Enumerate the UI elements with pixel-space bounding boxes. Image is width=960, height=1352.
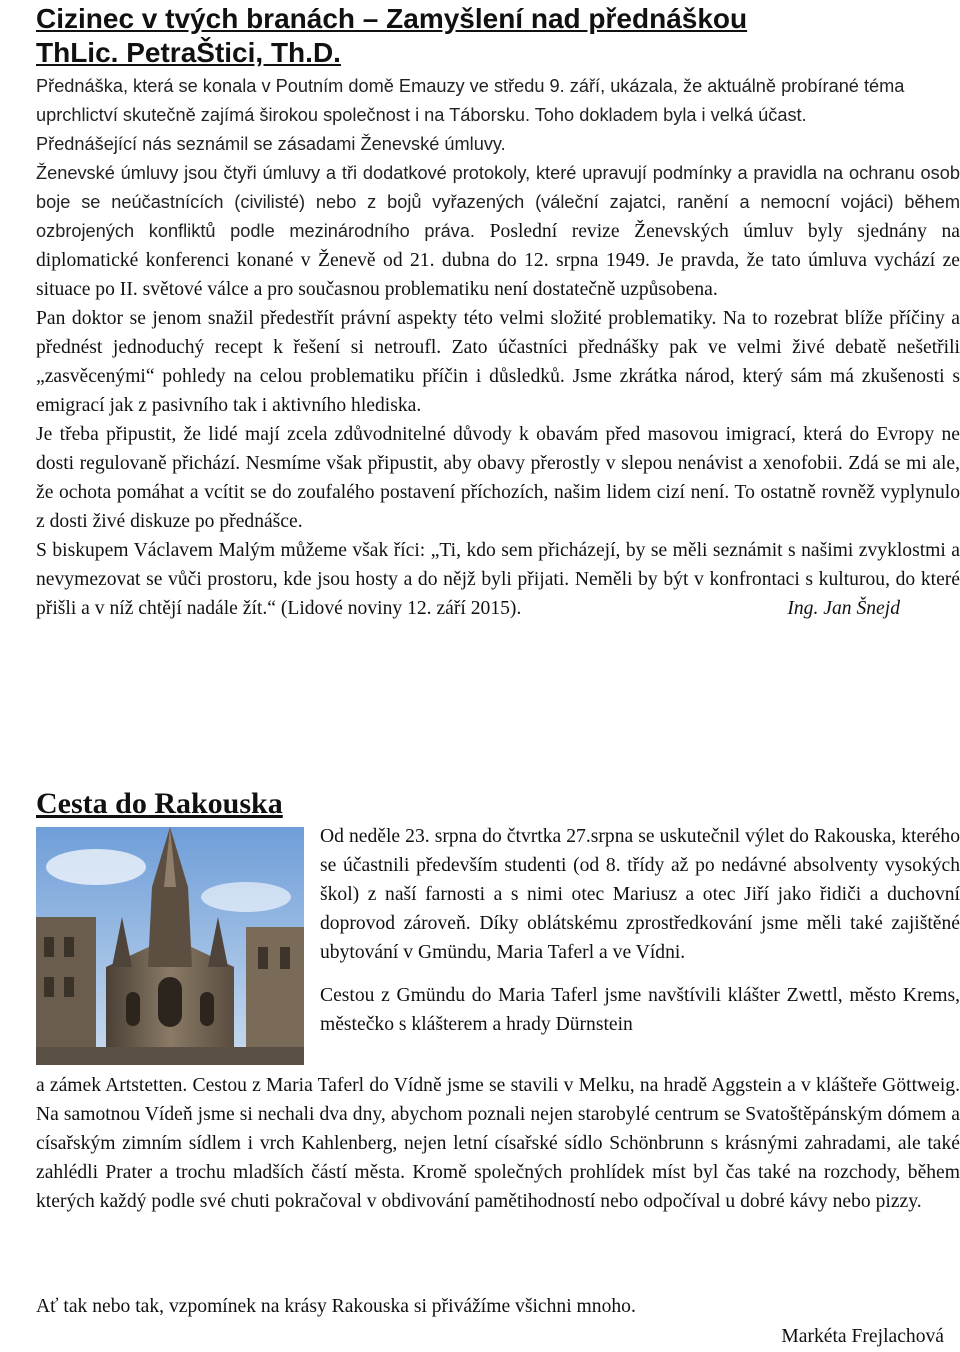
geneva-revision: Poslední revize Ženevských úmluv byly sjednány na diplomatické konferenci konané v Ženevě od 21. dubna do 12. srpna 1949. Je pravda, že tato úmluva vychází ze situace po II. světové válce a pro současnou problematiku není dostatečně uzpůsobena. [36,221,960,300]
page [36,0,960,1347]
article2-title: Cesta do Rakouska [36,787,283,820]
article2-closing [36,1292,960,1321]
stephansdom-image [36,827,304,1065]
title-line-2: ThLic. PetraŠtici, Th.D. [36,37,341,68]
lecture-summary: Přednášející nás seznámil se zásadami Ženevské úmluvy. [36,134,506,154]
cathedral-photo [36,827,304,1065]
bishop-quote-paragraph [36,536,960,623]
trip-route-start: Cestou z Gmündu do Maria Taferl jsme navštívili klášter Zwettl, město Krems, městečko s klášterem a hrady Dürnstein [320,985,960,1035]
article-title [36,0,960,70]
intro-paragraph: Přednáška, která se konala v Poutním domě Emauzy ve středu 9. září, ukázala, že aktuálně probírané téma uprchlictví skutečně zajímá širokou společnost i na Táborsku. Toho dokladem byla i velká účast. [36,76,905,125]
closing-sentence: Ať tak nebo tak, vzpomínek na krásy Rakouska si přivážíme všichni mnoho. [36,1296,636,1317]
article2-author: Markéta Frejlachová [781,1326,944,1347]
trip-intro-paragraph: Od neděle 23. srpna do čtvrtka 27.srpna se uskutečnil výlet do Rakouska, kterého se účastnili především studenti (od 8. třídy až po nedávné absolventy vysokých škol) z naší farnosti a s nimi otec Mariusz a otec Jiří jako řidiči a duchovní doprovod zároveň. Díky oblátskému zprostředkování jsme měli také zajištěné ubytování v Gmündu, Maria Taferl a ve Vídni. [320,826,960,963]
doctor-paragraph: Pan doktor se jenom snažil předestřít právní aspekty této velmi složité problematiky. Na to rozebrat blíže příčiny a přednést jednoduchý recept k řešení si netroufl. Zato účastníci přednášky pak ve velmi živé debatě nešetřili „zasvěcenými“ pohledy na celou problematiku příčin i důsledků. Jsme zkrátka národ, který sám má zkušenosti s emigrací jak z pasivního tak i aktivního hlediska. [36,308,960,416]
article2-intro [320,822,960,1039]
author-signature: Ing. Jan Šnejd [787,598,900,619]
geneva-paragraph [36,159,960,304]
bishop-quote: S biskupem Václavem Malým můžeme však říci: „Ti, kdo sem přicházejí, by se měli seznámit s našimi zvyklostmi a nevymezovat se vůči prostoru, kde jsou hosty a do nějž byli přijati. Neměli by být v konfrontaci s kulturou, do které přišli a v níž chtějí nadále žít.“ (Lidové noviny 12. září 2015). [36,540,960,619]
immigration-paragraph: Je třeba připustit, že lidé mají zcela zdůvodnitelné důvody k obavám před masovou imigrací, která do Evropy ne dosti regulovaně přichází. Nesmíme však připustit, aby obavy přerostly v slepou nenávist a xenofobii. Zdá se mi ale, že ochota pomáhat a vcítit se do zoufalého postavení příchozích, našim lidem cizí není. To ostatně rovněž vyplynulo z dosti živé diskuze po přednášce. [36,424,960,532]
geneva-definition: Ženevské úmluvy jsou čtyři úmluvy a tři dodatkové protokoly, které upravují podmínky a pravidla na ochranu osob boje se neúčastnících (civilisté) nebo z bojů vyřazených (váleční zajatci, ranění a nemocní vojáci) během ozbrojených konfliktů podle mezinárodního práva. [36,163,960,241]
trip-route-continued: a zámek Artstetten. Cestou z Maria Taferl do Vídně jsme se stavili v Melku, na hradě Aggstein a v klášteře Göttweig. Na samotnou Vídeň jsme si nechali dva dny, abychom poznali nejen starobylé centrum se Svatoštěpánským dómem a císařským zimním sídlem i vrch Kahlenberg, nejen letní císařské sídlo Schönbrunn s krásnými zahradami, ale také zahlédli Prater a trochu mladších částí města. Kromě společných prohlídek míst byl čas také na rozchody, během kterých každý podle své chuti pokračoval v obdivování pamětihodností nebo odpočíval u dobré kávy nebo pizzy. [36,1075,960,1212]
article2-continuation [36,1071,960,1216]
title-line-1: Cizinec v tvých branách – Zamyšlení nad přednáškou [36,3,748,34]
